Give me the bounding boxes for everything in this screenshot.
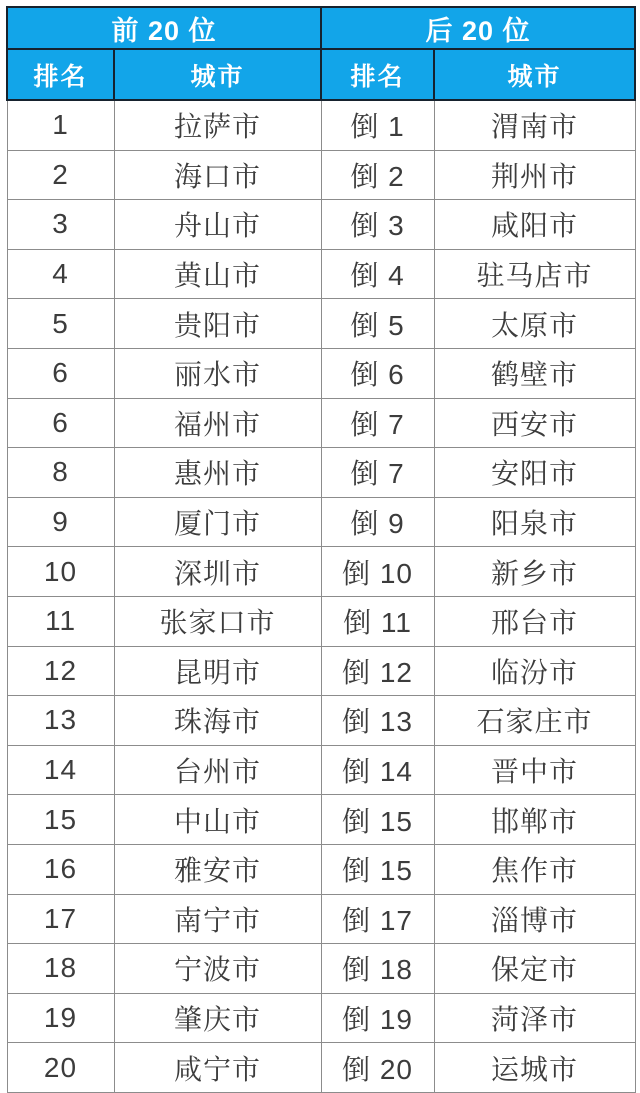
table-row bbox=[7, 497, 635, 547]
bottom20-city-cell: 保定市 bbox=[434, 944, 635, 994]
bottom20-rank-cell: 倒 5 bbox=[321, 299, 434, 349]
top20-rank-cell: 3 bbox=[7, 200, 114, 250]
top20-city-cell: 昆明市 bbox=[114, 646, 321, 696]
top20-rank-cell: 1 bbox=[7, 100, 114, 150]
top20-city-cell: 拉萨市 bbox=[114, 100, 321, 150]
bottom20-rank-cell: 倒 9 bbox=[321, 497, 434, 547]
top20-city-cell: 台州市 bbox=[114, 745, 321, 795]
bottom20-city-cell: 渭南市 bbox=[434, 100, 635, 150]
bottom20-rank-cell: 倒 6 bbox=[321, 348, 434, 398]
bottom20-rank-cell: 倒 14 bbox=[321, 745, 434, 795]
bottom20-city-cell: 邯郸市 bbox=[434, 795, 635, 845]
table-row bbox=[7, 696, 635, 746]
table-row bbox=[7, 547, 635, 597]
bottom20-city-cell: 西安市 bbox=[434, 398, 635, 448]
table-row bbox=[7, 894, 635, 944]
bottom20-city-cell: 淄博市 bbox=[434, 894, 635, 944]
top20-rank-cell: 9 bbox=[7, 497, 114, 547]
top20-city-cell: 珠海市 bbox=[114, 696, 321, 746]
bottom20-city-cell: 鹤壁市 bbox=[434, 348, 635, 398]
top20-city-cell: 福州市 bbox=[114, 398, 321, 448]
top20-city-cell: 深圳市 bbox=[114, 547, 321, 597]
top20-city-cell: 海口市 bbox=[114, 150, 321, 200]
table-row bbox=[7, 795, 635, 845]
bottom20-city-cell: 新乡市 bbox=[434, 547, 635, 597]
table-row bbox=[7, 249, 635, 299]
bottom20-rank-cell: 倒 12 bbox=[321, 646, 434, 696]
top20-city-cell: 宁波市 bbox=[114, 944, 321, 994]
top20-city-cell: 贵阳市 bbox=[114, 299, 321, 349]
bottom20-city-cell: 安阳市 bbox=[434, 448, 635, 498]
table-header bbox=[7, 7, 635, 100]
bottom20-city-cell: 石家庄市 bbox=[434, 696, 635, 746]
top20-rank-cell: 8 bbox=[7, 448, 114, 498]
top20-city-cell: 咸宁市 bbox=[114, 1043, 321, 1093]
top20-rank-cell: 11 bbox=[7, 596, 114, 646]
bottom20-city-cell: 阳泉市 bbox=[434, 497, 635, 547]
top20-rank-cell: 20 bbox=[7, 1043, 114, 1093]
top20-rank-cell: 10 bbox=[7, 547, 114, 597]
top20-rank-cell: 17 bbox=[7, 894, 114, 944]
bottom20-rank-cell: 倒 7 bbox=[321, 398, 434, 448]
top20-city-cell: 丽水市 bbox=[114, 348, 321, 398]
bottom20-group-header: 后 20 位 bbox=[321, 7, 635, 49]
city-ranking-table bbox=[6, 6, 636, 1093]
bottom20-rank-cell: 倒 19 bbox=[321, 993, 434, 1043]
bottom20-rank-cell: 倒 13 bbox=[321, 696, 434, 746]
top20-city-cell: 张家口市 bbox=[114, 596, 321, 646]
table-row bbox=[7, 150, 635, 200]
top20-rank-cell: 5 bbox=[7, 299, 114, 349]
bottom20-rank-cell: 倒 10 bbox=[321, 547, 434, 597]
col-header-city-top20: 城市 bbox=[114, 49, 321, 100]
table-row bbox=[7, 745, 635, 795]
bottom20-rank-cell: 倒 4 bbox=[321, 249, 434, 299]
top20-rank-cell: 15 bbox=[7, 795, 114, 845]
bottom20-rank-cell: 倒 7 bbox=[321, 448, 434, 498]
col-header-rank-bottom20: 排名 bbox=[321, 49, 434, 100]
table-row bbox=[7, 100, 635, 150]
table-row bbox=[7, 993, 635, 1043]
bottom20-rank-cell: 倒 18 bbox=[321, 944, 434, 994]
bottom20-city-cell: 邢台市 bbox=[434, 596, 635, 646]
bottom20-rank-cell: 倒 2 bbox=[321, 150, 434, 200]
table-row bbox=[7, 844, 635, 894]
bottom20-rank-cell: 倒 20 bbox=[321, 1043, 434, 1093]
bottom20-city-cell: 运城市 bbox=[434, 1043, 635, 1093]
top20-city-cell: 雅安市 bbox=[114, 844, 321, 894]
table-row bbox=[7, 1043, 635, 1093]
table-row bbox=[7, 299, 635, 349]
bottom20-city-cell: 太原市 bbox=[434, 299, 635, 349]
column-header-row bbox=[7, 49, 635, 100]
top20-rank-cell: 4 bbox=[7, 249, 114, 299]
top20-city-cell: 中山市 bbox=[114, 795, 321, 845]
top20-rank-cell: 19 bbox=[7, 993, 114, 1043]
table-row bbox=[7, 398, 635, 448]
top20-city-cell: 黄山市 bbox=[114, 249, 321, 299]
table-row bbox=[7, 348, 635, 398]
table-row bbox=[7, 646, 635, 696]
top20-rank-cell: 6 bbox=[7, 348, 114, 398]
top20-city-cell: 南宁市 bbox=[114, 894, 321, 944]
col-header-city-bottom20: 城市 bbox=[434, 49, 635, 100]
top20-rank-cell: 2 bbox=[7, 150, 114, 200]
bottom20-rank-cell: 倒 3 bbox=[321, 200, 434, 250]
bottom20-city-cell: 焦作市 bbox=[434, 844, 635, 894]
bottom20-city-cell: 临汾市 bbox=[434, 646, 635, 696]
top20-city-cell: 厦门市 bbox=[114, 497, 321, 547]
bottom20-city-cell: 晋中市 bbox=[434, 745, 635, 795]
top20-rank-cell: 13 bbox=[7, 696, 114, 746]
bottom20-rank-cell: 倒 1 bbox=[321, 100, 434, 150]
table-row bbox=[7, 200, 635, 250]
top20-group-header: 前 20 位 bbox=[7, 7, 321, 49]
bottom20-city-cell: 菏泽市 bbox=[434, 993, 635, 1043]
bottom20-city-cell: 咸阳市 bbox=[434, 200, 635, 250]
bottom20-rank-cell: 倒 15 bbox=[321, 844, 434, 894]
table-body bbox=[7, 100, 635, 1092]
bottom20-rank-cell: 倒 15 bbox=[321, 795, 434, 845]
top20-rank-cell: 16 bbox=[7, 844, 114, 894]
bottom20-rank-cell: 倒 17 bbox=[321, 894, 434, 944]
col-header-rank-top20: 排名 bbox=[7, 49, 114, 100]
top20-rank-cell: 12 bbox=[7, 646, 114, 696]
table-row bbox=[7, 944, 635, 994]
bottom20-rank-cell: 倒 11 bbox=[321, 596, 434, 646]
bottom20-city-cell: 驻马店市 bbox=[434, 249, 635, 299]
table-row bbox=[7, 448, 635, 498]
top20-city-cell: 舟山市 bbox=[114, 200, 321, 250]
group-header-row bbox=[7, 7, 635, 49]
bottom20-city-cell: 荆州市 bbox=[434, 150, 635, 200]
top20-city-cell: 惠州市 bbox=[114, 448, 321, 498]
table-row bbox=[7, 596, 635, 646]
top20-rank-cell: 6 bbox=[7, 398, 114, 448]
top20-city-cell: 肇庆市 bbox=[114, 993, 321, 1043]
top20-rank-cell: 14 bbox=[7, 745, 114, 795]
top20-rank-cell: 18 bbox=[7, 944, 114, 994]
